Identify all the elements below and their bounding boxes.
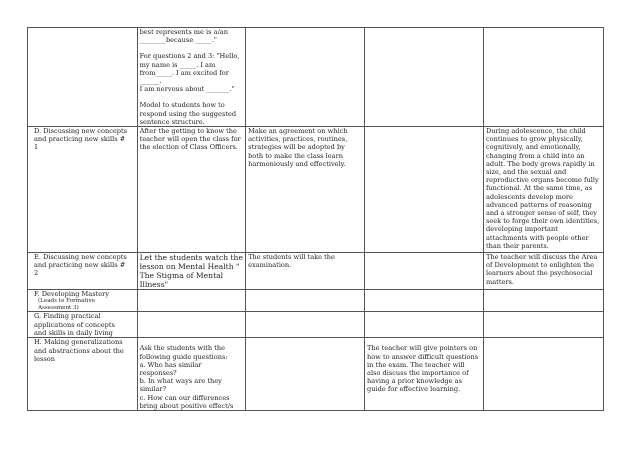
text-line: and skills in daily living <box>34 328 113 337</box>
text-line: F. Developing Mastery <box>34 290 110 299</box>
text-line: Model to students how to <box>139 101 225 110</box>
cell-e-label <box>28 253 138 290</box>
table-row-e <box>28 253 604 290</box>
text-line: I am nervous about _______." <box>139 85 235 94</box>
cell-e-c1 <box>137 253 246 290</box>
cell-top-c2 <box>246 28 365 127</box>
text-line: best represents me is a/an <box>139 28 228 36</box>
text-line: The Stigma of Mental <box>139 271 224 281</box>
cell-h-c2 <box>246 338 365 411</box>
cell-f-c4 <box>483 290 603 312</box>
text-line: cognitively, and emotionally, <box>485 143 581 152</box>
cell-f-subtitle <box>28 298 137 311</box>
text-line: The students will take the <box>248 253 335 262</box>
text-line: size, and the sexual and <box>485 168 567 177</box>
text-line: than their parents. <box>485 241 549 250</box>
cell-f-title <box>28 290 137 298</box>
cell-g-c1 <box>137 312 246 338</box>
cell-d-label <box>28 127 138 253</box>
text-line: following guide questions: <box>139 352 228 361</box>
text-line: both to make the class learn <box>248 151 343 160</box>
text-line: functional. At the same time, as <box>485 184 593 193</box>
text-line: similar? <box>139 385 167 394</box>
text-line: Let the students watch the <box>139 253 243 263</box>
text-line: H. Making generalizations <box>34 338 123 347</box>
cell-e-c2 <box>246 253 365 290</box>
text-line: ________because _____." <box>139 36 217 45</box>
cell-g-c4 <box>483 312 603 338</box>
lesson-plan-table <box>27 27 604 411</box>
cell-d-c2 <box>246 127 365 253</box>
text-line: Ask the students with the <box>139 344 226 353</box>
text-line: 1 <box>34 143 39 152</box>
text-line: respond using the suggested <box>139 109 237 118</box>
text-line: a. Who has similar <box>139 360 202 369</box>
text-line: strategies will be adopted by <box>248 143 345 152</box>
text-line: my name is _____. I am <box>139 60 216 69</box>
table-row-f <box>28 290 604 312</box>
text-line: and practicing new skills # <box>34 261 126 270</box>
text-line: and a stronger sense of self, they <box>485 209 598 218</box>
cell-top-c4 <box>483 28 603 127</box>
text-line: and abstractions about the <box>34 346 124 355</box>
text-line: teacher will open the class for <box>139 135 241 144</box>
text-line: G. Finding practical <box>34 312 101 321</box>
text-line: having a prior knowledge as <box>367 377 462 386</box>
text-line: sentence structure. <box>139 117 205 126</box>
text-line: ______. <box>139 77 162 86</box>
text-line: Make an agreement on which <box>248 127 348 136</box>
text-line: applications of concepts <box>34 320 115 329</box>
text-line: After the getting to know the <box>139 127 237 136</box>
cell-d-c4 <box>483 127 603 253</box>
text-line: learners about the psychosocial <box>485 269 593 278</box>
cell-d-c3 <box>365 127 484 253</box>
text-line: seek to forge their own identities, <box>485 217 600 226</box>
text-line: lesson <box>34 354 55 363</box>
cell-h-c3 <box>365 338 484 411</box>
cell-top-c1 <box>137 28 246 127</box>
text-line: activities, practices, routines, <box>248 135 348 144</box>
text-line: guide for effective learning. <box>367 385 461 394</box>
text-line: the election of Class Officers. <box>139 143 239 152</box>
cell-h-label <box>28 338 138 411</box>
cell-f-label <box>28 290 138 312</box>
text-line: matters. <box>485 277 515 286</box>
text-line: from_____. I am excited for <box>139 68 229 77</box>
cell-g-label <box>28 312 138 338</box>
table-row-g <box>28 312 604 338</box>
cell-f-c2 <box>246 290 365 312</box>
text-line: harmoniously and effectively. <box>248 159 346 168</box>
cell-f-c3 <box>365 290 484 312</box>
text-line: and practicing new skills # <box>34 135 126 144</box>
text-line: attachments with people other <box>485 233 589 242</box>
cell-g-c3 <box>365 312 484 338</box>
text-line: Assessment 3) <box>38 304 79 311</box>
text-line: changing from a child into an <box>485 151 585 160</box>
cell-top-label <box>28 28 138 127</box>
text-line: advanced patterns of reasoning <box>485 200 592 209</box>
cell-top-c3 <box>365 28 484 127</box>
text-line: D. Discussing new concepts <box>34 127 128 136</box>
text-line: b. In what ways are they <box>139 377 222 386</box>
text-line: how to answer difficult questions <box>367 352 479 361</box>
text-line: of Development to enlighten the <box>485 261 594 270</box>
cell-e-c3 <box>365 253 484 290</box>
cell-d-c1 <box>137 127 246 253</box>
table-row-d <box>28 127 604 253</box>
text-line: During adolescence, the child <box>485 127 586 136</box>
text-line: The teacher will discuss the Area <box>485 253 598 262</box>
cell-g-c2 <box>246 312 365 338</box>
text-line: c. How can our differences <box>139 393 230 402</box>
text-line: 2 <box>34 269 39 278</box>
cell-f-c1 <box>137 290 246 312</box>
text-line <box>140 44 244 52</box>
text-line: bring about positive effect/s <box>139 401 234 410</box>
text-line: adolescents develop more <box>485 192 573 201</box>
text-line <box>140 93 244 101</box>
text-line: responses? <box>139 369 177 378</box>
text-line: continues to grow physically, <box>485 135 583 144</box>
text-line: also discuss the importance of <box>367 369 469 378</box>
text-line: developing important <box>485 225 558 234</box>
text-line: Illness" <box>139 280 169 290</box>
text-line: adult. The body grows rapidly in <box>485 159 595 168</box>
text-line: examination. <box>248 261 292 270</box>
text-line: For questions 2 and 3: "Hello, <box>139 52 240 61</box>
text-line: (Leads to Formative <box>38 298 95 305</box>
table-row-h <box>28 338 604 411</box>
cell-e-c4 <box>483 253 603 290</box>
text-line: reproductive organs become fully <box>485 176 599 185</box>
text-line: E. Discussing new concepts <box>34 253 127 262</box>
text-line: in the exam. The teacher will <box>367 360 465 369</box>
cell-h-c4 <box>483 338 603 411</box>
text-line: lesson on Mental Health " <box>139 262 240 272</box>
text-line: The teacher will give pointers on <box>367 344 478 353</box>
cell-h-c1 <box>137 338 246 411</box>
table-row-top <box>28 28 604 127</box>
